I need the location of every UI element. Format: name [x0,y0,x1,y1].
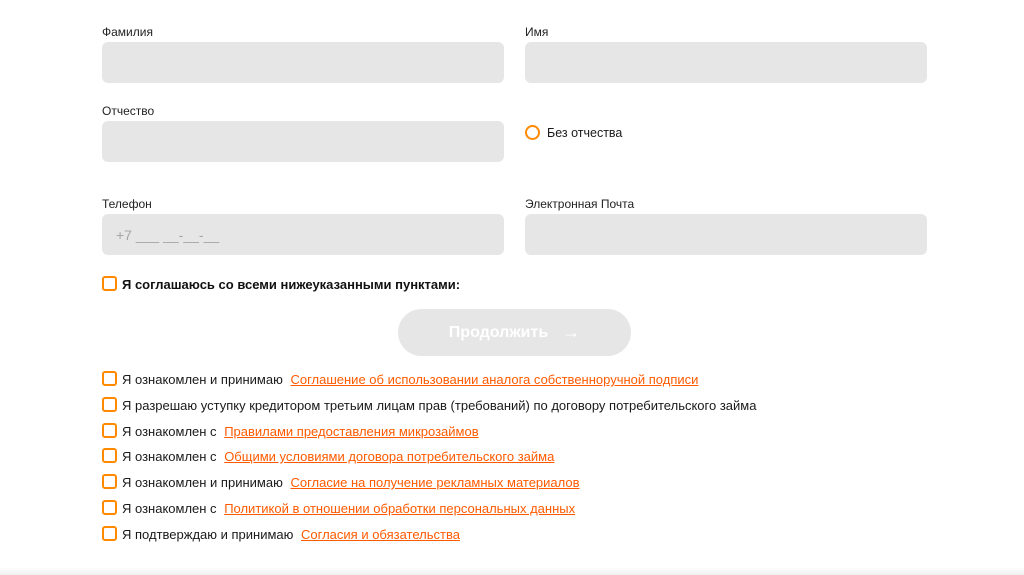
consent-item-general-terms [122,449,554,464]
consent-item-assignment [122,398,756,413]
consent-link-general-terms[interactable]: Общими условиями договора потребительского займа [224,449,555,464]
consent-checkbox-rules[interactable] [102,423,117,438]
patronymic-label: Отчество [102,104,155,118]
no-patronymic-radio[interactable] [525,125,540,140]
continue-button[interactable] [398,309,631,356]
consent-text: Я подтверждаю и принимаю [122,527,294,542]
consent-text: Я ознакомлен с [122,501,217,516]
consent-text: Я ознакомлен и принимаю [122,475,283,490]
consent-link-signature[interactable]: Соглашение об использовании аналога собственноручной подписи [290,372,699,387]
last-name-label: Фамилия [102,25,153,39]
consent-item-obligations [122,527,460,542]
bottom-shadow [0,567,1024,575]
consent-text: Я ознакомлен с [122,424,217,439]
consent-checkbox-signature[interactable] [102,371,117,386]
continue-button-label: Продолжить [448,323,549,341]
consent-checkbox-advertising[interactable] [102,474,117,489]
last-name-input[interactable] [102,42,504,83]
consent-link-rules[interactable]: Правилами предоставления микрозаймов [224,424,479,439]
consent-checkbox-personal-data[interactable] [102,500,117,515]
consent-text: Я разрешаю уступку кредитором третьим лицам прав (требований) по договору потребительского займа [122,398,757,413]
consent-link-obligations[interactable]: Согласия и обязательства [301,527,460,542]
consent-link-advertising[interactable]: Согласие на получение рекламных материалов [290,475,580,490]
email-label: Электронная Почта [525,197,635,211]
consent-item-advertising [122,475,580,490]
email-input[interactable] [525,214,927,255]
consent-text: Я ознакомлен с [122,449,217,464]
consent-checkbox-general-terms[interactable] [102,448,117,463]
agree-all-label[interactable]: Я соглашаюсь со всеми нижеуказанными пунктами: [122,277,461,292]
no-patronymic-label[interactable]: Без отчества [547,126,623,140]
consent-checkbox-obligations[interactable] [102,526,117,541]
consent-item-rules [122,424,479,439]
arrow-right-icon: → [562,322,581,342]
phone-label: Телефон [102,197,152,211]
first-name-label: Имя [525,25,549,39]
phone-input[interactable] [102,214,504,255]
consent-link-personal-data[interactable]: Политикой в отношении обработки персональных данных [224,501,576,516]
consent-item-personal-data [122,501,575,516]
patronymic-input[interactable] [102,121,504,162]
consent-text: Я ознакомлен и принимаю [122,372,283,387]
consent-item-signature [122,372,698,387]
consent-checkbox-assignment[interactable] [102,397,117,412]
agree-all-checkbox[interactable] [102,276,117,291]
first-name-input[interactable] [525,42,927,83]
